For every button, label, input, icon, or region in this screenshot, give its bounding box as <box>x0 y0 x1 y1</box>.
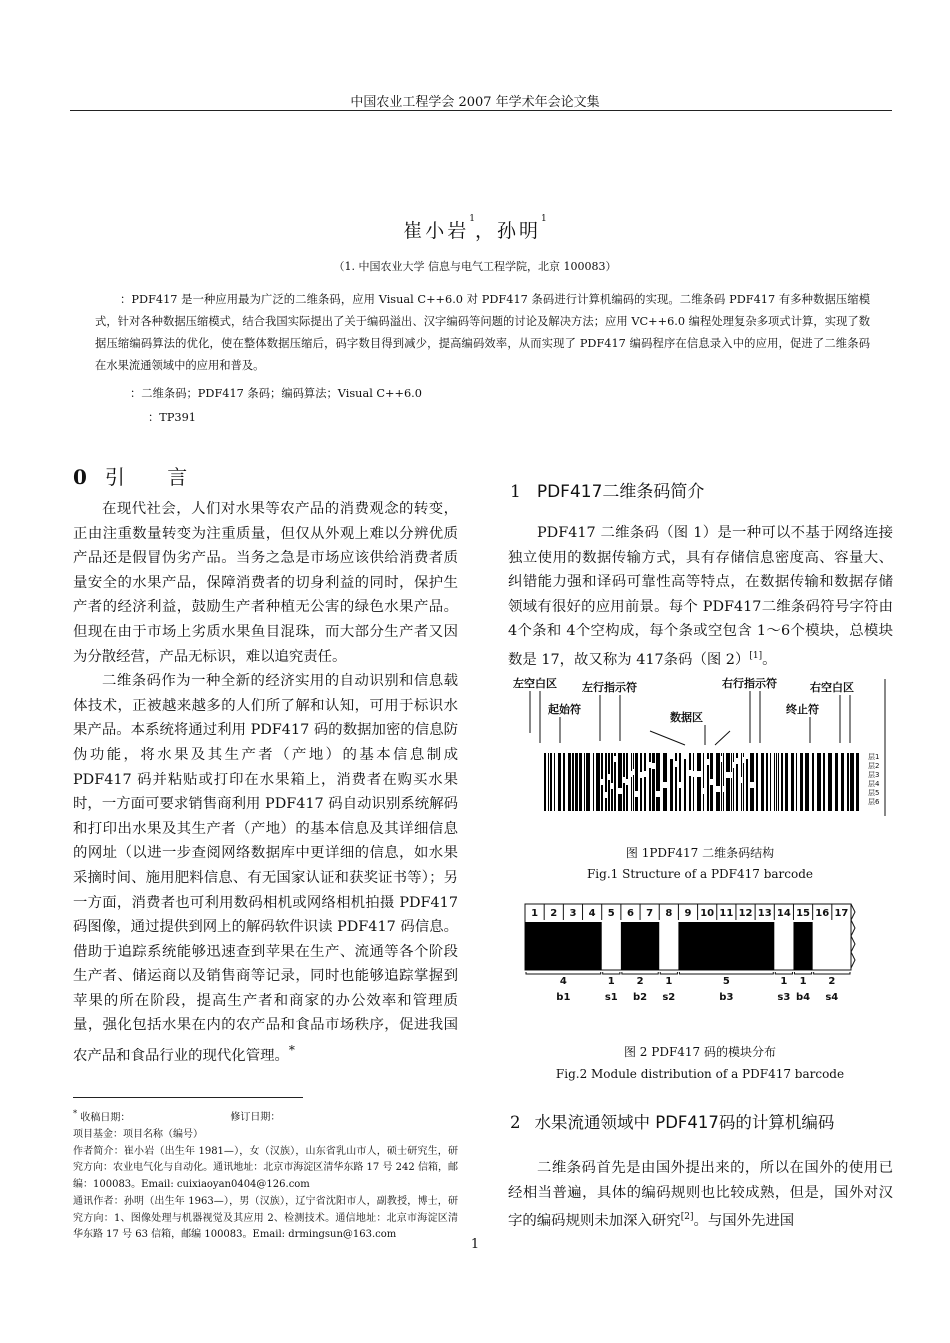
figure-1-labels <box>513 676 854 724</box>
barcode-bar <box>723 753 724 811</box>
element-width: 4 <box>559 976 567 987</box>
figure-1-pdf417-structure <box>510 673 890 823</box>
barcode-notch <box>608 774 611 780</box>
barcode-bar <box>756 753 758 811</box>
element-width: 2 <box>636 976 644 987</box>
barcode-bar <box>847 753 849 811</box>
barcode-bar <box>558 753 561 811</box>
element-bracket <box>814 972 850 974</box>
author-1: 崔小岩 <box>403 220 470 242</box>
barcode-bar <box>731 753 732 811</box>
barcode-bar <box>635 753 638 811</box>
element-name: b3 <box>719 992 734 1003</box>
running-header: 中国农业工程学会 2007 年学术年会论文集 <box>350 95 600 110</box>
barcode-notch <box>626 779 631 785</box>
abstract-text: ：PDF417 是一种应用最为广泛的二维条码，应用 Visual C++6.0 对 PDF417 条码进行计算机编码的实现。二维条码 PDF417 有多种数据压缩模式，针对各种数据压缩模式，结合我国实际提出了关于编码溢出、汉字编码等问题的讨论及解决方法；应用 VC++6.0 编程处理复杂多项式计算，实现了数据压缩编码算法的优化，使在整体数据压缩后，码字数目得到减少，提高编码效率，从而实现了 PDF417 编码程序在信息录入中的应用，促进了二维条码在水果流通领域中的应用和普及。 <box>95 293 870 372</box>
module-bar <box>621 922 659 970</box>
barcode-notch <box>697 771 703 777</box>
barcode-bar <box>548 753 549 811</box>
section-1-paragraph-1-text: PDF417 二维条码（图 1）是一种可以不基于网络连接独立使用的数据传输方式，具有存储信息密度高、容量大、纠错能力强和译码可靠性高等特点，在数据传输和数据存储领域有很好的应用前景。每个 PDF417二维条码符号字符由 4个条和 4个空构成，每个条或空包含 1～6个模块，总模块数是 17，故又称为 417条码（图 2） <box>508 525 893 668</box>
barcode-notch <box>710 779 716 785</box>
barcode-notch <box>743 757 746 763</box>
footnote-rule <box>73 1097 303 1098</box>
barcode-bar <box>770 753 771 811</box>
element-width: 1 <box>665 976 673 987</box>
barcode-notch <box>741 777 743 783</box>
element-width: 1 <box>780 976 788 987</box>
layer-label-5: 层5 <box>868 789 880 797</box>
element-bracket <box>526 972 601 974</box>
barcode-bar <box>550 753 552 811</box>
barcode-notch <box>693 771 697 777</box>
barcode-bar <box>850 753 854 811</box>
section-1-heading <box>510 477 704 502</box>
barcode-notch <box>679 782 684 788</box>
label-right-row-indicator: 右行指示符 <box>722 677 777 690</box>
barcode-bar <box>544 753 546 811</box>
author-2: 孙明 <box>497 220 542 242</box>
label-right-quiet-zone: 右空白区 <box>810 681 854 694</box>
barcode-notch <box>684 753 689 759</box>
figure-2-module-distribution <box>521 898 881 1013</box>
section-2-paragraph-1-text: 二维条码首先是由国外提出来的，所以在国外的使用已经相当普遍，具体的编码规则也比较成熟，但是，国外对汉字的编码规则未加深入研究 <box>508 1160 893 1229</box>
element-bracket <box>603 972 620 974</box>
label-left-quiet-zone: 左空白区 <box>513 677 557 690</box>
layer-label-3: 层3 <box>868 771 880 779</box>
section-1-number: 1 <box>510 482 521 502</box>
label-start-pattern: 起始符 <box>548 703 581 716</box>
module-bar <box>525 922 602 970</box>
barcode-notch <box>721 756 723 762</box>
barcode-bar <box>605 753 607 811</box>
barcode-notch <box>618 788 623 794</box>
footnote-dates <box>73 1105 458 1127</box>
barcode-notch <box>601 779 605 785</box>
barcode-notch <box>614 756 618 762</box>
element-bracket <box>622 972 658 974</box>
barcode-bar <box>568 753 571 811</box>
layer-label-2: 层2 <box>868 762 880 770</box>
element-name: s4 <box>825 992 839 1003</box>
footnote-corresponding: 通讯作者：孙明（出生年 1963—），男（汉族），辽宁省沈阳市人，副教授，博士，研究方向：1、图像处理与机器视觉及其应用 2、检测技术。通信地址：北京市海淀区清华东路 17 号 63 信箱，邮编 100083。Email: drmingsun@163.com <box>73 1195 458 1241</box>
barcode-bar <box>781 753 783 811</box>
element-name: b1 <box>556 992 571 1003</box>
section-0-paragraph-1: 在现代社会，人们对水果等农产品的消费观念的转变，正由注重数量转变为注重质量，但仅从外观上难以分辨优质产品还是假冒伪劣产品。当务之急是市场应该供给消费者质量安全的水果产品，保障消费者的切身利益的同时，保护生产者的经济利益，鼓励生产者种植无公害的绿色水果产品。但现在由于市场上劣质水果鱼目混珠，而大部分生产者又因为分散经营，产品无标识，难以追究责任。 <box>73 501 458 665</box>
barcode-notch <box>675 761 679 767</box>
received-date: 收稿日期： <box>80 1112 131 1124</box>
barcode-bar <box>684 753 686 811</box>
layer-label-1: 层1 <box>868 753 880 761</box>
module-number: 9 <box>684 908 692 919</box>
affiliation: （1. 中国农业大学 信息与电气工程学院，北京 100083） <box>333 260 617 273</box>
barcode-notch <box>605 792 608 798</box>
section-2-heading <box>510 1109 834 1133</box>
citation-2: [2] <box>680 1212 694 1223</box>
barcode-notch <box>631 771 633 777</box>
barcode-bar <box>689 753 691 811</box>
barcode-notch <box>723 786 726 792</box>
element-bracket <box>775 972 792 974</box>
barcode-bar <box>611 753 613 811</box>
header-rule <box>70 110 892 111</box>
module-bar <box>678 922 774 970</box>
module-number: 2 <box>550 908 558 919</box>
barcode-notch <box>611 783 614 789</box>
module-number: 14 <box>776 908 791 919</box>
element-width: 1 <box>607 976 615 987</box>
author-1-affil: 1 <box>469 214 475 224</box>
barcode-notch <box>644 771 649 777</box>
module-number: 5 <box>607 908 615 919</box>
barcode-bar <box>835 753 838 811</box>
barcode-bar <box>575 753 578 811</box>
barcode-bar <box>805 753 809 811</box>
barcode-bar <box>652 753 655 811</box>
module-number: 8 <box>665 908 673 919</box>
figure-2-caption-en: Fig.2 Module distribution of a PDF417 barcode <box>555 1067 845 1081</box>
keywords: ：二维条码；PDF417 条码；编码算法；Visual C++6.0 <box>130 387 422 400</box>
barcode-notch <box>670 753 675 759</box>
section-0-body <box>73 497 458 1068</box>
module-number: 10 <box>700 908 715 919</box>
layer-label-4: 层4 <box>868 780 880 788</box>
barcode-bar <box>633 753 634 811</box>
module-number: 16 <box>815 908 830 919</box>
revised-date: 修订日期： <box>230 1112 281 1124</box>
barcode-bar <box>726 753 730 811</box>
barcode-notch <box>731 772 733 778</box>
figure-2-caption-cn: 图 2 PDF417 码的模块分布 <box>623 1045 776 1059</box>
barcode-bar <box>584 753 585 811</box>
figure-2-element-widths <box>560 976 835 987</box>
element-name: s3 <box>777 992 791 1003</box>
figure-1-barcode <box>544 753 859 811</box>
section-0-paragraph-2-text: 二维条码作为一种全新的经济实用的自动识别和信息载体技术，正被越来越多的人们所了解和认知，可用于标识水果产品。本系统将通过利用 PDF417 码的数据加密的信息防伪功能，将水果及其生产者（产地）的基本信息制成 PDF417 码并粘贴或打印在水果箱上，消费者在购买水果时，一方面可要求销售商利用 PDF417 码自动识别系统解码和打印出水果及其生产者（产地）的基本信息及其详细信息的网址（以进一步查阅网络数据库中更详细的信息，如水果采摘时间、施用肥料信息、有无国家认证和获奖证书等）；另一方面，消费者也可利用数码相机或网络相机拍摄 PDF417 码图像，通过提供到网上的解码软件识读 PDF417 码信息。借助于追踪系统能够迅速查到苹果在生产、流通等各个阶段生产者、储运商以及销售商等记录，同时也能够追踪掌握到苹果的所在阶段，提高生产者和商家的办公效率和管理质量，强化包括水果在内的农产品和食品市场秩序，促进我国农产品和食品行业的现代化管理。 <box>73 673 458 1064</box>
section-2-paragraph-1-end: 。与国外先进国 <box>693 1212 795 1229</box>
element-width: 5 <box>722 976 730 987</box>
barcode-bar <box>631 753 632 811</box>
barcode-bar <box>817 753 821 811</box>
barcode-bar <box>856 753 859 811</box>
footnote-fund: 项目基金：项目名称（编号） <box>73 1129 203 1141</box>
section-0-number: 0 <box>73 465 87 489</box>
section-0-title: 引 言 <box>104 465 206 489</box>
barcode-bar <box>716 753 720 811</box>
barcode-bar <box>579 753 582 811</box>
section-1-paragraph-1 <box>508 521 893 672</box>
module-number: 4 <box>588 908 596 919</box>
barcode-bar <box>800 753 803 811</box>
section-2-title: 水果流通领域中 PDF417码的计算机编码 <box>534 1113 835 1132</box>
barcode-bar <box>761 753 764 811</box>
label-left-row-indicator: 左行指示符 <box>582 681 637 694</box>
page-number: 1 <box>470 1237 480 1252</box>
element-name: s1 <box>604 992 618 1003</box>
barcode-notch <box>746 753 750 759</box>
barcode-notch <box>703 788 707 794</box>
section-2-paragraph-1 <box>508 1156 893 1234</box>
module-number: 17 <box>834 908 849 919</box>
barcode-bar <box>596 753 600 811</box>
section-2-number: 2 <box>510 1113 521 1132</box>
element-width: 2 <box>828 976 836 987</box>
element-bracket <box>679 972 773 974</box>
element-bracket <box>794 972 811 974</box>
barcode-bar <box>608 753 610 811</box>
barcode-bar <box>554 753 555 811</box>
module-number: 12 <box>738 908 753 919</box>
classification-number: ：TP391 <box>148 411 196 424</box>
module-number: 7 <box>646 908 654 919</box>
module-number: 3 <box>569 908 577 919</box>
author-2-affil: 1 <box>541 214 547 224</box>
section-0-heading <box>73 461 205 490</box>
footnote <box>73 1105 458 1244</box>
barcode-bar <box>746 753 748 811</box>
barcode-notch <box>750 782 756 788</box>
barcode-notch <box>649 762 652 768</box>
label-stop-pattern: 终止符 <box>786 703 819 716</box>
barcode-notch <box>726 772 731 778</box>
barcode-bar <box>593 753 594 811</box>
figure-2-element-names <box>556 992 838 1003</box>
barcode-bar <box>563 753 565 811</box>
barcode-bar <box>697 753 701 811</box>
barcode-bar <box>640 753 642 811</box>
barcode-notch <box>663 782 670 788</box>
barcode-notch <box>633 769 635 775</box>
barcode-notch <box>716 786 721 792</box>
label-data-region: 数据区 <box>670 711 703 724</box>
figure-1-layer-labels <box>868 752 880 806</box>
barcode-bar <box>841 753 844 811</box>
barcode-bar <box>796 753 797 811</box>
barcode-notch <box>707 759 710 765</box>
barcode-bar <box>649 753 651 811</box>
barcode-bar <box>703 753 704 811</box>
torn-edge <box>851 904 855 968</box>
abstract <box>95 289 870 377</box>
section-0-paragraph-2 <box>73 669 458 1068</box>
barcode-bar <box>733 753 734 811</box>
section-1-paragraph-1-end: 。 <box>762 651 777 668</box>
barcode-bar <box>572 753 574 811</box>
barcode-bar <box>693 753 694 811</box>
barcode-bar <box>776 753 777 811</box>
barcode-notch <box>689 770 693 776</box>
element-name: b4 <box>795 992 811 1003</box>
figure-2-module-numbers <box>531 908 848 919</box>
barcode-bar <box>618 753 622 811</box>
barcode-bar <box>823 753 825 811</box>
module-number: 13 <box>757 908 772 919</box>
barcode-notch <box>640 772 644 778</box>
module-number: 15 <box>796 908 811 919</box>
module-number: 1 <box>531 908 539 919</box>
barcode-notch <box>623 777 626 783</box>
barcode-notch <box>736 758 741 764</box>
citation-1: [1] <box>749 650 763 661</box>
author-separator: ， <box>474 220 497 242</box>
element-name: b2 <box>632 992 648 1003</box>
author-line <box>0 216 950 243</box>
barcode-bar <box>670 753 673 811</box>
barcode-notch <box>635 791 640 797</box>
barcode-bar <box>774 753 775 811</box>
barcode-notch <box>652 763 656 769</box>
figure-1-caption-cn: 图 1PDF417 二维条码结构 <box>625 846 775 860</box>
barcode-bar <box>644 753 646 811</box>
footnote-author-intro: 作者简介：崔小岩（出生年 1981—），女（汉族），山东省乳山市人，硕士研究生，研究方向：农业电气化与自动化。通讯地址：北京市海淀区清华东路 17 号 242 信箱，邮编：100083。Email: cuixiaoyan0404@126.com <box>73 1145 458 1191</box>
barcode-bar <box>785 753 788 811</box>
section-2-body <box>508 1156 893 1234</box>
barcode-bar <box>766 753 768 811</box>
barcode-bar <box>778 753 779 811</box>
layer-label-6: 层6 <box>868 798 880 806</box>
element-bracket <box>660 972 677 974</box>
module-number: 11 <box>719 908 734 919</box>
footnote-marker: * <box>288 1043 295 1058</box>
module-number: 6 <box>626 908 634 919</box>
section-1-body <box>508 521 893 672</box>
module-bar <box>793 922 812 970</box>
barcode-bar <box>656 753 660 811</box>
barcode-bar <box>812 753 814 811</box>
section-1-title: PDF417二维条码简介 <box>536 482 705 502</box>
barcode-notch <box>656 791 663 797</box>
barcode-bar <box>791 753 794 811</box>
barcode-bar <box>586 753 590 811</box>
footnote-mark: * <box>73 1108 78 1118</box>
element-width: 1 <box>799 976 807 987</box>
element-name: s2 <box>662 992 676 1003</box>
barcode-bar <box>828 753 832 811</box>
figure-1-caption-en: Fig.1 Structure of a PDF417 barcode <box>586 867 814 881</box>
barcode-notch <box>733 762 736 768</box>
